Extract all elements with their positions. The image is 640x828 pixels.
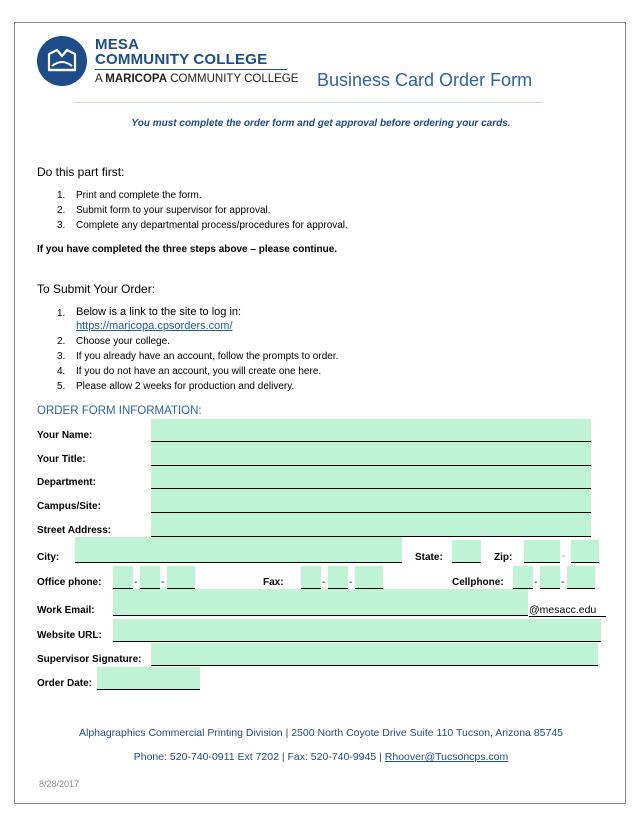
office-phone-label: Office phone: [37,577,102,588]
work-email-label: Work Email: [37,605,95,616]
brand-tagline-suffix: COMMUNITY COLLEGE [170,73,299,85]
list-item: If you do not have an account, you will create one here. [76,366,322,377]
list-item-number: 1. [57,308,66,319]
list-item-number: 2. [57,336,66,347]
title-divider [73,102,543,103]
phone-separator: - [134,577,138,588]
order-form-section-title: ORDER FORM INFORMATION: [37,405,202,417]
cellphone-line-field[interactable] [567,566,595,589]
list-item: Submit form to your supervisor for approval. [76,205,271,216]
list-item-number: 2. [57,205,66,216]
cellphone-prefix-field[interactable] [540,566,560,589]
list-item: If you already have an account, follow the prompts to order. [76,351,339,362]
website-label: Website URL: [37,630,102,641]
campus-label: Campus/Site: [37,501,101,512]
supervisor-label: Supervisor Signature: [37,654,142,665]
order-site-link[interactable]: https://maricopa.cpsorders.com/ [76,320,233,332]
phone-separator: - [561,577,565,588]
form-title: Business Card Order Form [317,70,533,90]
department-label: Department: [37,477,96,488]
printer-address: Alphagraphics Commercial Printing Division | 2500 North Coyote Drive Suite 110 Tucson, Arizona 85745 [78,727,564,739]
order-date-label: Order Date: [37,678,93,689]
brand-divider [95,69,287,70]
title-label: Your Title: [37,454,86,465]
brand-name-line1: MESA [95,36,140,53]
document-page [14,22,626,804]
brand-name-line2: COMMUNITY COLLEGE [95,51,268,68]
cellphone-area-field[interactable] [513,566,533,589]
street-label: Street Address: [37,525,112,536]
zip-field[interactable] [524,540,560,563]
mesa-logo-icon [37,36,87,86]
list-item-number: 1. [57,190,66,201]
fax-area-field[interactable] [301,566,321,589]
campus-field[interactable] [151,499,591,513]
order-date-field[interactable] [97,667,200,690]
brand-tagline-bold: MARICOPA [105,73,168,85]
zip-label: Zip: [494,552,513,563]
phone-separator: - [322,577,326,588]
phone-separator: - [534,577,538,588]
office-phone-area-field[interactable] [113,566,133,589]
part1-heading: Do this part first: [37,165,125,179]
zip-separator: - [562,551,566,562]
revision-date: 8/28/2017 [39,779,80,789]
email-domain: @mesacc.edu [529,604,606,617]
printer-phone-fax: Phone: 520-740-0911 Ext 7202 | Fax: 520-740-9945 | [133,751,382,763]
website-field[interactable] [113,619,601,642]
city-field[interactable] [75,537,402,563]
office-phone-line-field[interactable] [167,566,195,589]
name-field[interactable] [151,428,591,442]
zip-ext-field[interactable] [571,540,599,563]
list-item-number: 3. [57,220,66,231]
list-item: Choose your college. [76,336,170,347]
fax-label: Fax: [263,577,284,588]
name-label: Your Name: [37,430,93,441]
city-label: City: [37,552,60,563]
part2-heading: To Submit Your Order: [37,282,156,296]
department-field[interactable] [151,475,591,489]
title-field[interactable] [151,452,591,466]
brand-tagline-prefix: A [95,73,103,85]
list-item: Print and complete the form. [76,190,202,201]
part2-steps [57,306,597,396]
phone-separator: - [349,577,353,588]
fax-line-field[interactable] [355,566,383,589]
list-item: Below is a link to the site to log in: [76,306,242,318]
list-item: Please allow 2 weeks for production and delivery. [76,381,295,392]
approval-notice: You must complete the order form and get approval before ordering your cards. [131,118,511,129]
list-item: Complete any departmental process/procedures for approval. [76,220,348,231]
fax-prefix-field[interactable] [328,566,348,589]
work-email-field[interactable] [113,589,528,616]
street-field[interactable] [151,523,591,537]
list-item-number: 5. [57,381,66,392]
printer-email-link[interactable]: Rhoover@Tucsoncps.com [384,751,509,763]
supervisor-signature-field[interactable] [151,643,598,666]
list-item-number: 4. [57,366,66,377]
cellphone-label: Cellphone: [452,577,504,588]
brand-tagline [95,73,298,86]
state-label: State: [415,552,443,563]
list-item-number: 3. [57,351,66,362]
printer-contact [15,751,627,763]
part1-steps [57,188,597,238]
continue-note: If you have completed the three steps above – please continue. [37,244,338,255]
phone-separator: - [161,577,165,588]
state-field[interactable] [452,540,481,563]
office-phone-prefix-field[interactable] [140,566,160,589]
